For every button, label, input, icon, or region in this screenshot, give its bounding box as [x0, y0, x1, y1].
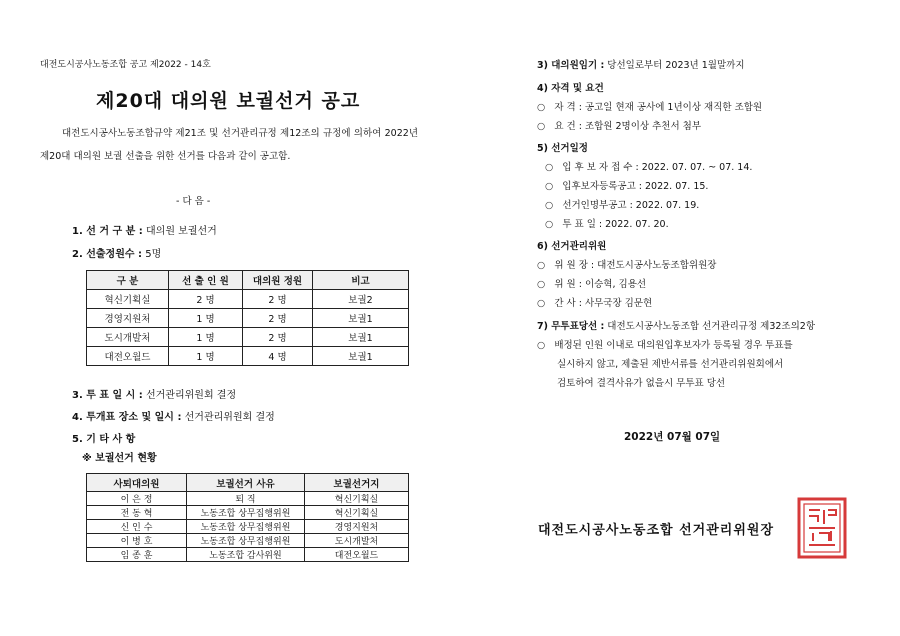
page-title: 제20대 대의원 보궐선거 공고	[96, 90, 361, 112]
section-label: 4) 자격 및 요건	[537, 83, 604, 94]
table-cell: 보궐1	[313, 328, 409, 347]
table-cell: 4 명	[243, 347, 313, 366]
circle-bullet-icon: ○	[545, 219, 554, 230]
list-item	[545, 178, 708, 192]
circle-bullet-icon: ○	[545, 162, 554, 173]
table-cell: 혁신기획실	[305, 506, 409, 520]
circle-bullet-icon: ○	[537, 298, 546, 309]
intro-paragraph	[40, 122, 418, 168]
table-cell: 보궐1	[313, 347, 409, 366]
official-seal-icon	[797, 497, 847, 559]
list-item-text: 입 후 보 자 접 수 : 2022. 07. 07. ~ 07. 14.	[562, 162, 753, 173]
status-table	[86, 473, 409, 562]
section-schedule-title	[537, 140, 588, 154]
list-item	[545, 159, 752, 173]
circle-bullet-icon: ○	[545, 200, 554, 211]
item-value: 대의원 보궐선거	[146, 226, 217, 237]
circle-bullet-icon: ○	[537, 279, 546, 290]
item-label: 2. 선출정원수 :	[72, 249, 143, 260]
subheading-text: ※ 보궐선거 현황	[82, 453, 157, 464]
list-item-text: 요 건 : 조합원 2명이상 추천서 첨부	[554, 121, 701, 132]
section-committee-title	[537, 238, 606, 252]
section-value: 대전도시공사노동조합 선거관리규정 제32조의2항	[607, 321, 816, 332]
status-subheading	[82, 449, 157, 464]
list-item	[545, 197, 699, 211]
item-value: 선거관리위원회 결정	[184, 412, 275, 423]
table-row	[87, 309, 409, 328]
table-cell: 대전오월드	[87, 347, 169, 366]
list-item	[545, 216, 669, 230]
table-header: 비고	[313, 271, 409, 290]
table-row	[87, 534, 409, 548]
section-label: 3) 대의원임기 :	[537, 60, 605, 71]
list-item-text: 투 표 일 : 2022. 07. 20.	[562, 219, 669, 230]
list-item	[537, 257, 716, 271]
table-row	[87, 548, 409, 562]
list-item-text: 위 원 장 : 대전도시공사노동조합위원장	[554, 260, 717, 271]
list-item	[537, 295, 652, 309]
table-cell: 도시개발처	[87, 328, 169, 347]
table-header-row	[87, 271, 409, 290]
signatory: 대전도시공사노동조합 선거관리위원장	[538, 523, 775, 538]
item-label: 4. 투개표 장소 및 일시 :	[72, 412, 182, 423]
circle-bullet-icon: ○	[537, 121, 546, 132]
list-item	[537, 337, 793, 351]
section-uncontested	[537, 318, 815, 332]
section-label: 5) 선거일정	[537, 143, 588, 154]
table-cell: 임 종 훈	[87, 548, 187, 562]
table-row	[87, 506, 409, 520]
table-header: 보궐선거지	[305, 474, 409, 492]
table-cell: 이 은 정	[87, 492, 187, 506]
table-cell: 노동조합 상무집행위원	[187, 520, 305, 534]
table-header-row	[87, 474, 409, 492]
list-item-text: 위 원 : 이승혁, 김용선	[554, 279, 647, 290]
table-cell: 노동조합 상무집행위원	[187, 506, 305, 520]
item-label: 1. 선 거 구 분 :	[72, 226, 143, 237]
item-label: 3. 투 표 일 시 :	[72, 390, 143, 401]
table-row	[87, 347, 409, 366]
item-label: 5. 기 타 사 항	[72, 434, 136, 445]
list-item-continued: 실시하지 않고, 제출된 제반서류를 선거관리위원회에서	[557, 359, 784, 370]
list-item-text: 간 사 : 사무국장 김문현	[554, 298, 653, 309]
item-other	[72, 430, 135, 445]
section-term	[537, 57, 745, 71]
list-item	[537, 118, 701, 132]
table-cell: 노동조합 상무집행위원	[187, 534, 305, 548]
list-item-text: 배정된 인원 이내로 대의원입후보자가 등록될 경우 투표를	[554, 340, 793, 351]
table-cell: 대전오월드	[305, 548, 409, 562]
table-header: 보궐선거 사유	[187, 474, 305, 492]
circle-bullet-icon: ○	[537, 340, 546, 351]
list-item	[537, 99, 762, 113]
item-value: 5명	[145, 249, 162, 260]
table-cell: 2 명	[243, 309, 313, 328]
list-item-continued: 검토하여 결격사유가 없을시 무투표 당선	[557, 378, 726, 389]
table-cell: 2 명	[169, 290, 243, 309]
quota-table	[86, 270, 409, 366]
table-row	[87, 328, 409, 347]
list-item-text: 입후보자등록공고 : 2022. 07. 15.	[562, 181, 709, 192]
table-header: 구 분	[87, 271, 169, 290]
section-qualification-title	[537, 80, 604, 94]
table-cell: 신 인 수	[87, 520, 187, 534]
table-cell: 경영지원처	[87, 309, 169, 328]
table-cell: 노동조합 감사위원	[187, 548, 305, 562]
item-election-type	[72, 222, 217, 237]
table-header: 사퇴대의원	[87, 474, 187, 492]
table-cell: 도시개발처	[305, 534, 409, 548]
table-cell: 1 명	[169, 309, 243, 328]
table-row	[87, 290, 409, 309]
section-value: 당선일로부터 2023년 1월말까지	[607, 60, 745, 71]
notice-number: 대전도시공사노동조합 공고 제2022 - 14호	[40, 60, 211, 70]
da-eum-heading: - 다 음 -	[176, 196, 211, 207]
item-seat-count	[72, 245, 161, 260]
list-item-text: 자 격 : 공고일 현재 공사에 1년이상 재직한 조합원	[554, 102, 763, 113]
list-item	[537, 276, 646, 290]
table-cell: 2 명	[243, 328, 313, 347]
table-cell: 퇴 직	[187, 492, 305, 506]
table-cell: 보궐1	[313, 309, 409, 328]
intro-text: 대전도시공사노동조합규약 제21조 및 선거관리규정 제12조의 규정에 의하여 2022년 제20대 대의원 보궐 선출을 위한 선거를 다음과 같이 공고함.	[40, 128, 418, 162]
notice-date: 2022년 07월 07일	[624, 431, 721, 443]
table-header: 대의원 정원	[243, 271, 313, 290]
item-value: 선거관리위원회 결정	[146, 390, 237, 401]
table-cell: 2 명	[243, 290, 313, 309]
section-label: 7) 무투표당선 :	[537, 321, 605, 332]
circle-bullet-icon: ○	[537, 102, 546, 113]
table-cell: 1 명	[169, 347, 243, 366]
circle-bullet-icon: ○	[537, 260, 546, 271]
table-cell: 혁신기획실	[87, 290, 169, 309]
table-cell: 경영지원처	[305, 520, 409, 534]
table-row	[87, 492, 409, 506]
table-cell: 이 병 호	[87, 534, 187, 548]
table-cell: 전 동 혁	[87, 506, 187, 520]
table-header: 선 출 인 원	[169, 271, 243, 290]
item-voting-date	[72, 386, 236, 401]
section-label: 6) 선거관리위원	[537, 241, 607, 252]
list-item-text: 선거인명부공고 : 2022. 07. 19.	[562, 200, 700, 211]
table-row	[87, 520, 409, 534]
item-counting-place	[72, 408, 275, 423]
circle-bullet-icon: ○	[545, 181, 554, 192]
table-cell: 1 명	[169, 328, 243, 347]
table-cell: 혁신기획실	[305, 492, 409, 506]
table-cell: 보궐2	[313, 290, 409, 309]
